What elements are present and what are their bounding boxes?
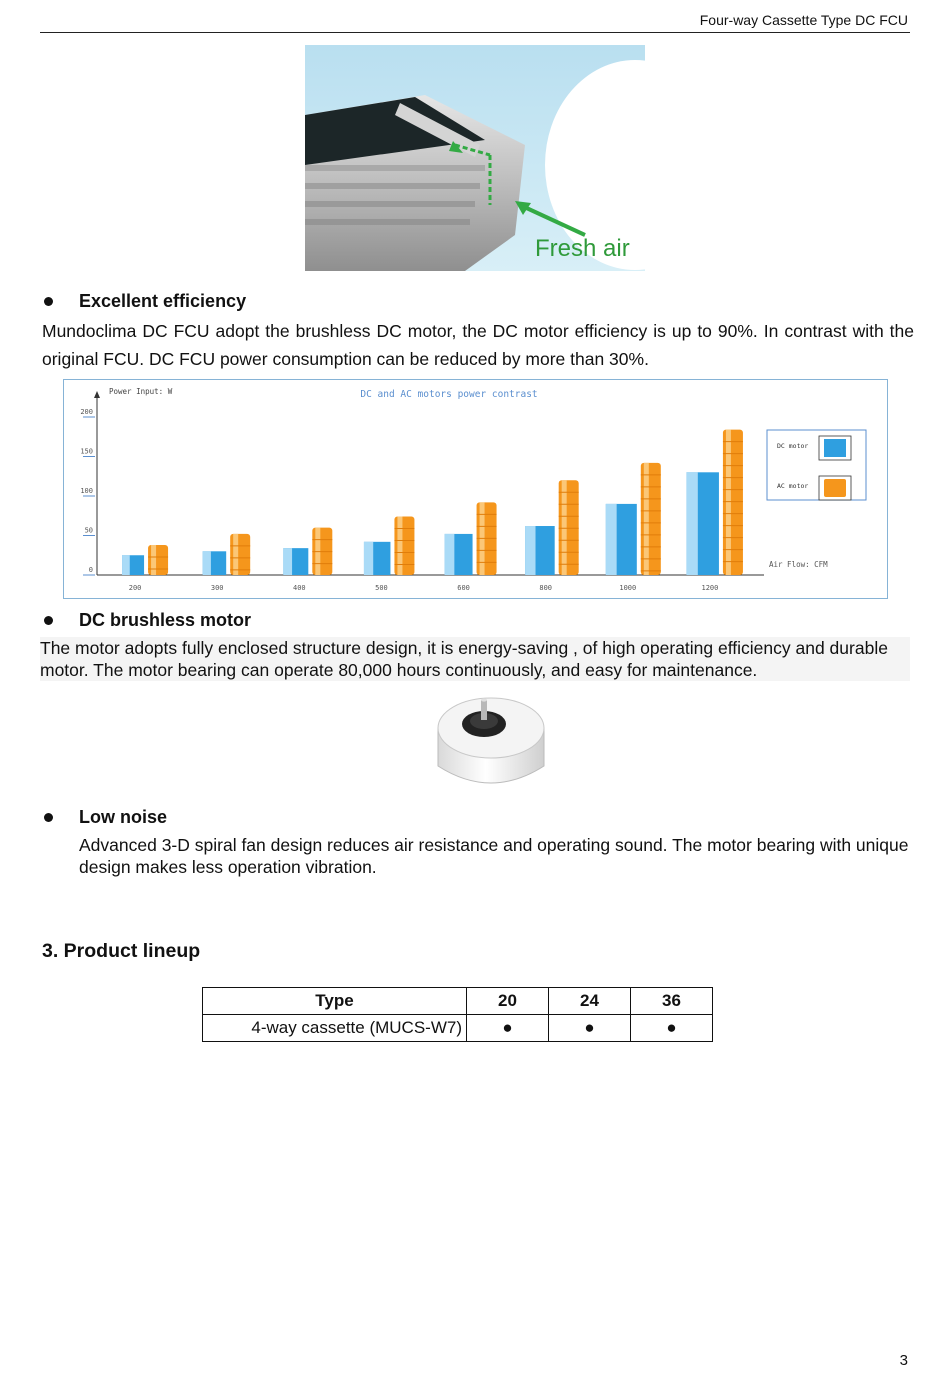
bullet-icon [44, 297, 53, 306]
noise-heading-text: Low noise [79, 807, 168, 827]
ac-bar-highlight [397, 517, 402, 575]
efficiency-heading [44, 291, 246, 312]
x-tick-label: 200 [128, 584, 142, 592]
availability-mark: ● [631, 1015, 713, 1042]
dc-bar-highlight [364, 542, 373, 575]
dc-bar-highlight [122, 555, 130, 575]
ac-bar-highlight [233, 534, 238, 575]
legend-swatch [824, 479, 846, 497]
x-tick-label: 400 [292, 584, 306, 592]
noise-heading [44, 807, 167, 828]
x-tick-label: 500 [375, 584, 388, 592]
table-header-row [203, 988, 713, 1015]
efficiency-paragraph: Mundoclima DC FCU adopt the brushless DC motor, the DC motor efficiency is up to 90%. In contrast with the original FCU. DC FCU power consumption can be reduced by more than 30%. [42, 321, 914, 369]
y-tick-label: 100 [80, 487, 93, 495]
fresh-air-caption: Fresh air [535, 235, 630, 262]
row-type-cell: 4-way cassette (MUCS-W7) [203, 1015, 467, 1042]
x-tick-label: 300 [210, 584, 224, 592]
x-tick-label: 1200 [701, 584, 719, 592]
availability-mark: ● [467, 1015, 549, 1042]
chart-x-axis-label: Air Flow: CFM [769, 560, 828, 569]
chart-y-axis-label: Power Input: W [109, 387, 173, 396]
fresh-air-cassette-photo [305, 45, 645, 271]
dc-motor-photo [432, 688, 550, 794]
y-tick-label: 150 [80, 447, 93, 456]
table-row [203, 1015, 713, 1042]
legend-label: DC motor [777, 442, 809, 450]
chart-title: DC and AC motors power contrast [360, 389, 538, 400]
dc-bar-highlight [445, 534, 455, 575]
column-header-20: 20 [467, 988, 549, 1015]
ac-bar-highlight [151, 545, 156, 575]
noise-paragraph: Advanced 3-D spiral fan design reduces air resistance and operating sound. The motor bearing with unique design makes less operation vibration. [79, 835, 909, 877]
product-lineup-table [202, 987, 713, 1042]
dc-bar-highlight [686, 472, 697, 575]
legend-swatch [824, 439, 846, 457]
page-number: 3 [899, 1352, 908, 1369]
availability-mark: ● [549, 1015, 631, 1042]
header-divider [40, 32, 910, 33]
efficiency-heading-text: Excellent efficiency [79, 291, 247, 311]
column-header-36: 36 [631, 988, 713, 1015]
column-header-type: Type [203, 988, 467, 1015]
motor-heading-text: DC brushless motor [79, 610, 252, 630]
motor-heading [44, 610, 251, 631]
legend-label: AC motor [777, 482, 809, 490]
product-lineup-title: 3. Product lineup [42, 940, 201, 962]
y-axis-arrow-icon [94, 391, 100, 398]
ac-bar-highlight [644, 463, 649, 575]
dc-bar-highlight [525, 526, 535, 575]
motor-paragraph: The motor adopts fully enclosed structure design, it is energy-saving , of high operating efficiency and durable motor. The motor bearing can operate 80,000 hours continuously, and easy for maintenance. [40, 637, 910, 681]
page-header-title: Four-way Cassette Type DC FCU [699, 12, 908, 28]
bullet-icon [44, 616, 53, 625]
y-tick-label: 200 [80, 408, 93, 416]
ac-bar-highlight [562, 480, 567, 575]
x-tick-label: 600 [457, 584, 470, 592]
y-tick-label: 50 [84, 526, 93, 535]
ac-bar-highlight [726, 430, 731, 575]
bullet-icon [44, 813, 53, 822]
dc-bar-highlight [283, 548, 292, 575]
x-tick-label: 1000 [619, 584, 637, 592]
column-header-24: 24 [549, 988, 631, 1015]
power-contrast-chart [63, 379, 888, 599]
x-tick-label: 800 [539, 584, 553, 592]
dc-bar-highlight [606, 504, 617, 575]
dc-bar-highlight [203, 551, 211, 575]
y-tick-label: 0 [88, 566, 93, 574]
